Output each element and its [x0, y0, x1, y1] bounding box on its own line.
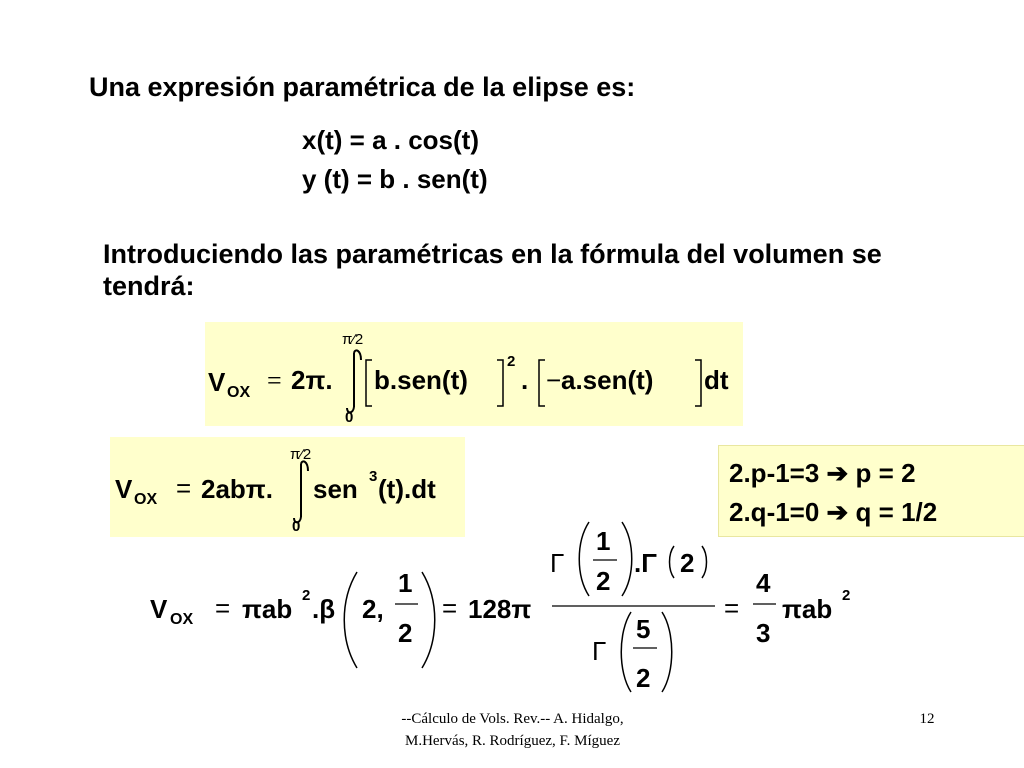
param-x-equation: x(t) = a . cos(t): [302, 125, 479, 155]
gamma1-right-paren: [622, 522, 632, 596]
formula3-gamma3-den: 2: [636, 663, 651, 693]
formula3-rhs: πab: [782, 594, 833, 624]
formula3-beta: .β: [312, 594, 336, 624]
formula1-dt: dt: [704, 365, 729, 395]
intro-text: Introduciendo las paramétricas en la fórmula del volumen se tendrá:: [103, 239, 882, 301]
formula3-four: 4: [756, 568, 771, 598]
formula3-gamma-3: Γ: [592, 636, 607, 666]
formula2-upper-limit: π⁄2: [290, 446, 312, 463]
formula3-three: 3: [756, 618, 771, 648]
gamma2-left-paren: [670, 546, 675, 578]
formula1-v: V: [208, 367, 226, 397]
formula3-equals: =: [215, 593, 231, 623]
formula3-exponent: 2: [302, 587, 311, 604]
formula3-gamma1-den: 2: [596, 566, 611, 596]
formula1-coefficient: 2π.: [291, 365, 333, 395]
formula2-coefficient: 2abπ.: [201, 474, 273, 504]
formula3-dot-gamma: .Γ: [634, 548, 657, 578]
formula3-rhs-exponent: 2: [842, 587, 851, 604]
formula1-body-b: a.sen(t): [561, 365, 654, 395]
formula1-subscript: OX: [227, 384, 251, 401]
gamma1-left-paren: [579, 522, 589, 596]
formula2-v: V: [115, 474, 133, 504]
footer-line-1: --Cálculo de Vols. Rev.-- A. Hidalgo,: [401, 711, 624, 727]
formula2-exponent: 3: [369, 468, 378, 485]
beta-left-paren: [344, 572, 357, 668]
gamma2-right-paren: [702, 546, 707, 578]
formula3-equals-2: =: [442, 593, 458, 623]
formula3-coefficient: 128π: [468, 594, 532, 624]
volume-formula-box-1: [205, 322, 743, 426]
formula1-minus: −: [546, 365, 562, 395]
formula1-upper-limit: π⁄2: [342, 331, 364, 348]
formula3-v: V: [150, 594, 168, 624]
formula3-equals-3: =: [724, 593, 740, 623]
formula2-lower-limit: 0: [292, 518, 301, 535]
left-bracket: [366, 360, 372, 406]
formula3-subscript: OX: [170, 611, 194, 628]
formula3-gamma1-num: 1: [596, 526, 611, 556]
formula1-lower-limit: 0: [345, 409, 354, 426]
right-bracket-2: [695, 360, 701, 406]
formula3-gamma2-arg: 2: [680, 548, 695, 578]
volume-result-formula: [140, 520, 880, 698]
beta-right-paren: [422, 572, 435, 668]
note-line-2: 2.q-1=0 ➔ q = 1/2: [729, 497, 938, 527]
formula1-dot: .: [521, 365, 529, 395]
note-line-1: 2.p-1=3 ➔ p = 2: [729, 458, 916, 488]
formula3-gamma-1: Γ: [550, 548, 565, 578]
formula2-sen: sen: [313, 474, 358, 504]
formula2-equals: =: [176, 473, 192, 503]
formula2-tail: (t).dt: [378, 474, 436, 504]
footer-credits: [340, 708, 685, 752]
formula1-body-a: b.sen(t): [374, 365, 468, 395]
formula3-half-denominator: 2: [398, 618, 413, 648]
integral-sign-2: [294, 461, 308, 522]
formula2-subscript: OX: [134, 491, 158, 508]
param-y-equation: y (t) = b . sen(t): [302, 164, 488, 194]
left-bracket-2: [539, 360, 545, 406]
right-bracket: [497, 360, 503, 406]
integral-sign: [347, 350, 361, 412]
formula3-two: 2,: [362, 594, 384, 624]
footer-line-2: M.Hervás, R. Rodríguez, F. Míguez: [404, 733, 621, 749]
volume-formula-1: [205, 322, 743, 426]
formula3-half-numerator: 1: [398, 568, 413, 598]
formula1-equals: =: [267, 366, 282, 395]
formula1-exponent: 2: [507, 353, 516, 370]
gamma3-right-paren: [662, 612, 672, 692]
page-number: 12: [919, 711, 935, 727]
slide-heading: Una expresión paramétrica de la elipse es:: [89, 72, 636, 102]
formula3-lhs: πab: [242, 594, 293, 624]
formula3-gamma3-num: 5: [636, 614, 651, 644]
gamma3-left-paren: [621, 612, 631, 692]
